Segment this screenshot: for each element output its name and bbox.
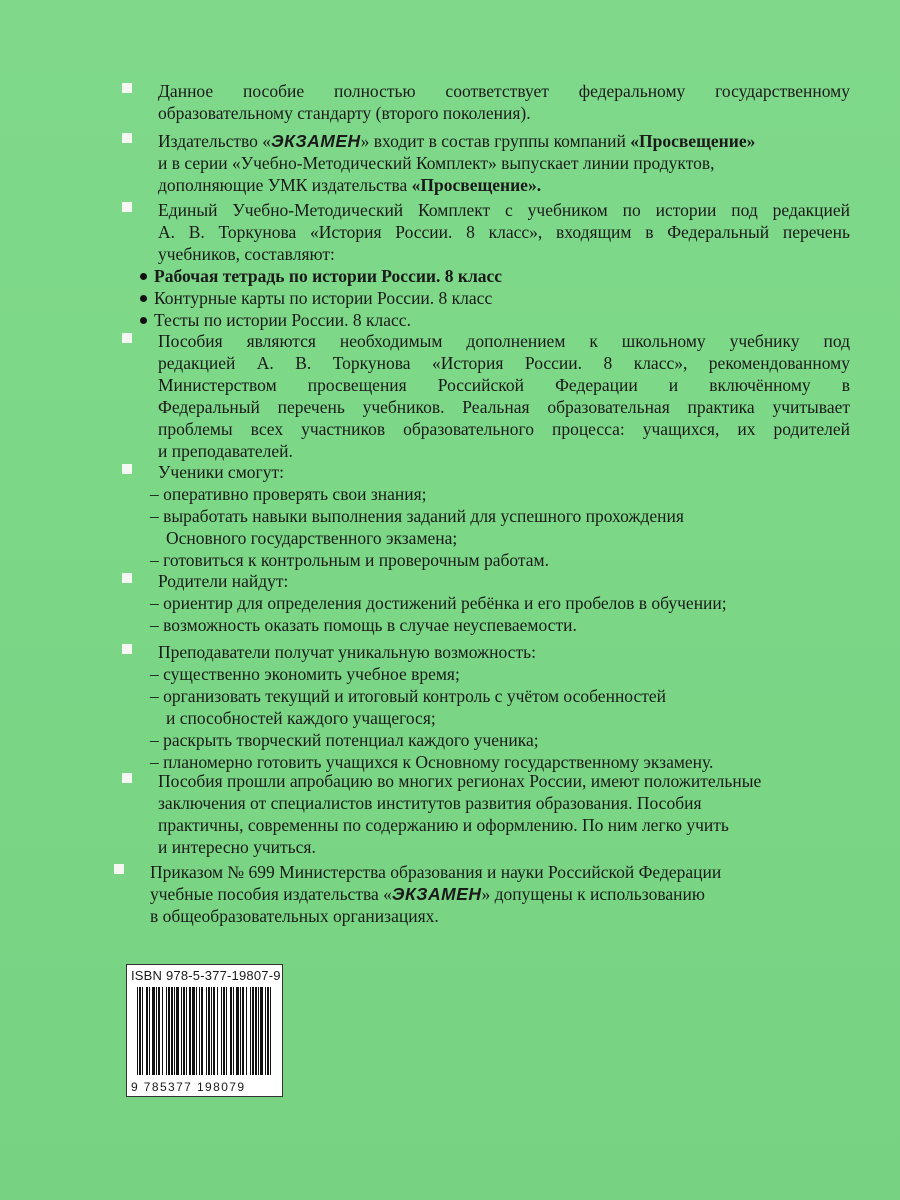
bullet-dot-icon <box>140 295 147 302</box>
text-line: редакцией А. В. Торкунова «История России. 8 класс», рекомендованному <box>158 353 850 373</box>
list-item: Основного государственного экзамена; <box>166 528 458 548</box>
barcode-bar <box>233 987 234 1075</box>
text-line: А. В. Торкунова «История России. 8 класс», входящим в Федеральный перечень <box>158 222 850 242</box>
barcode-bar <box>183 987 185 1075</box>
paragraph-order <box>120 861 842 927</box>
barcode-bar <box>221 987 222 1075</box>
barcode-bar <box>255 987 257 1075</box>
list-item: – раскрыть творческий потенциал каждого ученика; <box>150 730 539 750</box>
paragraph-umk <box>128 199 850 331</box>
barcode-bar <box>181 987 182 1075</box>
bullet-square-icon <box>122 133 132 143</box>
bullet-square-icon <box>122 573 132 583</box>
barcode-bar <box>199 987 200 1075</box>
text-line: проблемы всех участников образовательного процесса: учащихся, их родителей <box>158 419 850 439</box>
bullet-square-icon <box>122 202 132 212</box>
text-line: образовательному стандарту (второго поколения). <box>158 103 531 123</box>
barcode-bar <box>258 987 259 1075</box>
text-fragment: Издательство « <box>158 131 272 151</box>
list-item: – организовать текущий и итоговый контроль с учётом особенностей <box>150 686 667 706</box>
section-heading: Преподаватели получат уникальную возможность: <box>158 642 536 662</box>
list-item: и способностей каждого учащегося; <box>166 708 436 728</box>
parents-list <box>150 592 850 636</box>
barcode-bar <box>217 987 218 1075</box>
bullet-square-icon <box>122 644 132 654</box>
barcode-bar <box>206 987 207 1075</box>
barcode-bar <box>174 987 175 1075</box>
text-fragment: учебные пособия издательства « <box>150 884 392 904</box>
bullet-dot-icon <box>140 273 147 280</box>
list-item: – выработать навыки выполнения заданий для успешного прохождения <box>150 506 684 526</box>
barcode-bar <box>139 987 141 1075</box>
barcode-bar <box>176 987 179 1075</box>
paragraph-parents <box>128 570 850 636</box>
text-line: Данное пособие полностью соответствует федеральному государственному <box>158 81 850 101</box>
list-item: – ориентир для определения достижений ребёнка и его пробелов в обучении; <box>150 593 727 613</box>
list-item: Контурные карты по истории России. 8 класс <box>138 287 850 309</box>
text-line: Единый Учебно-Методический Комплект с учебником по истории под редакцией <box>158 200 850 220</box>
barcode-bar <box>242 987 244 1075</box>
bullet-square-icon <box>122 333 132 343</box>
text-line: и в серии «Учебно-Методический Комплект» выпускает линии продуктов, <box>158 153 715 173</box>
barcode-bar <box>252 987 254 1075</box>
barcode-bar <box>152 987 155 1075</box>
list-item: – оперативно проверять свои знания; <box>150 484 427 504</box>
text-fragment: дополняющие УМК издательства <box>158 175 412 195</box>
bullet-square-icon <box>114 864 124 874</box>
barcode-bar <box>189 987 191 1075</box>
text-line: Министерством просвещения Российской Федерации и включённому в <box>158 375 850 395</box>
barcode-bar <box>142 987 143 1075</box>
barcode-bar <box>196 987 197 1075</box>
barcode-bar <box>260 987 263 1075</box>
text-line: Федеральный перечень учебников. Реальная образовательная практика учитывает <box>158 397 850 417</box>
text-line: Пособия прошли апробацию во многих регионах России, имеют положительные <box>158 771 762 791</box>
text-line <box>150 883 842 905</box>
paragraph-publisher <box>128 130 850 196</box>
barcode-bar <box>171 987 173 1075</box>
list-item: – планомерно готовить учащихся к Основному государственному экзамену. <box>150 752 714 772</box>
barcode-bar <box>158 987 160 1075</box>
barcode-bar <box>146 987 148 1075</box>
barcode-bar <box>137 987 138 1075</box>
paragraph-standard <box>128 80 850 124</box>
barcode-bar <box>149 987 150 1075</box>
barcode-bar <box>246 987 247 1075</box>
barcode-bar <box>162 987 163 1075</box>
barcode-bar <box>240 987 241 1075</box>
text-line <box>158 174 850 196</box>
brand-ekzamen: ЭКЗАМЕН <box>391 884 482 904</box>
bullet-square-icon <box>122 83 132 93</box>
text-line <box>158 130 850 152</box>
isbn-barcode-box <box>126 964 283 1097</box>
barcode-bar <box>208 987 210 1075</box>
list-item: – готовиться к контрольным и проверочным работам. <box>150 550 549 570</box>
barcode-bar <box>236 987 239 1075</box>
text-line: практичны, современны по содержанию и оформлению. По ним легко учить <box>158 815 729 835</box>
brand-ekzamen: ЭКЗАМЕН <box>271 131 361 151</box>
barcode-bar <box>211 987 212 1075</box>
ean-digits: 9 785377 198079 <box>131 1080 246 1094</box>
barcode-bar <box>223 987 225 1075</box>
bullet-dot-icon <box>140 317 147 324</box>
barcode-bar <box>192 987 195 1075</box>
barcode-bar <box>230 987 232 1075</box>
barcode-bar <box>201 987 203 1075</box>
paragraph-approbation <box>128 770 850 858</box>
list-item: – возможность оказать помощь в случае неуспеваемости. <box>150 615 577 635</box>
isbn-label: ISBN 978-5-377-19807-9 <box>131 968 281 983</box>
teachers-list <box>150 663 850 773</box>
barcode-bar <box>267 987 269 1075</box>
barcode-bar <box>213 987 215 1075</box>
list-item: Тесты по истории России. 8 класс. <box>138 309 850 331</box>
brand-prosveshchenie: «Просвещение». <box>411 175 542 195</box>
barcode-icon <box>135 987 275 1077</box>
list-item: Рабочая тетрадь по истории России. 8 класс <box>138 265 850 287</box>
section-heading: Родители найдут: <box>158 571 289 591</box>
barcode-bar <box>156 987 157 1075</box>
brand-prosveshchenie: «Просвещение» <box>630 131 756 151</box>
barcode-bar <box>270 987 271 1075</box>
section-heading: Ученики смогут: <box>158 462 284 482</box>
paragraph-supplement <box>128 330 850 462</box>
text-line: и преподавателей. <box>158 441 293 461</box>
bullet-square-icon <box>122 773 132 783</box>
barcode-bar <box>186 987 187 1075</box>
paragraph-teachers <box>128 641 850 773</box>
list-item: – существенно экономить учебное время; <box>150 664 460 684</box>
paragraph-students <box>128 461 850 571</box>
barcode-bar <box>250 987 251 1075</box>
text-line: в общеобразовательных организациях. <box>150 906 439 926</box>
text-fragment: » допущены к использованию <box>481 884 705 904</box>
barcode-bar <box>168 987 170 1075</box>
text-line: учебников, составляют: <box>158 244 335 264</box>
bullet-square-icon <box>122 464 132 474</box>
text-line: заключения от специалистов институтов развития образования. Пособия <box>158 793 702 813</box>
barcode-bar <box>226 987 227 1075</box>
umk-list <box>138 265 850 331</box>
students-list <box>150 483 850 571</box>
text-line: Пособия являются необходимым дополнением к школьному учебнику под <box>158 331 850 351</box>
text-line: Приказом № 699 Министерства образования и науки Российской Федерации <box>150 862 722 882</box>
barcode-bar <box>265 987 266 1075</box>
text-fragment: » входит в состав группы компаний <box>360 131 631 151</box>
text-line: и интересно учиться. <box>158 837 316 857</box>
barcode-bar <box>166 987 167 1075</box>
